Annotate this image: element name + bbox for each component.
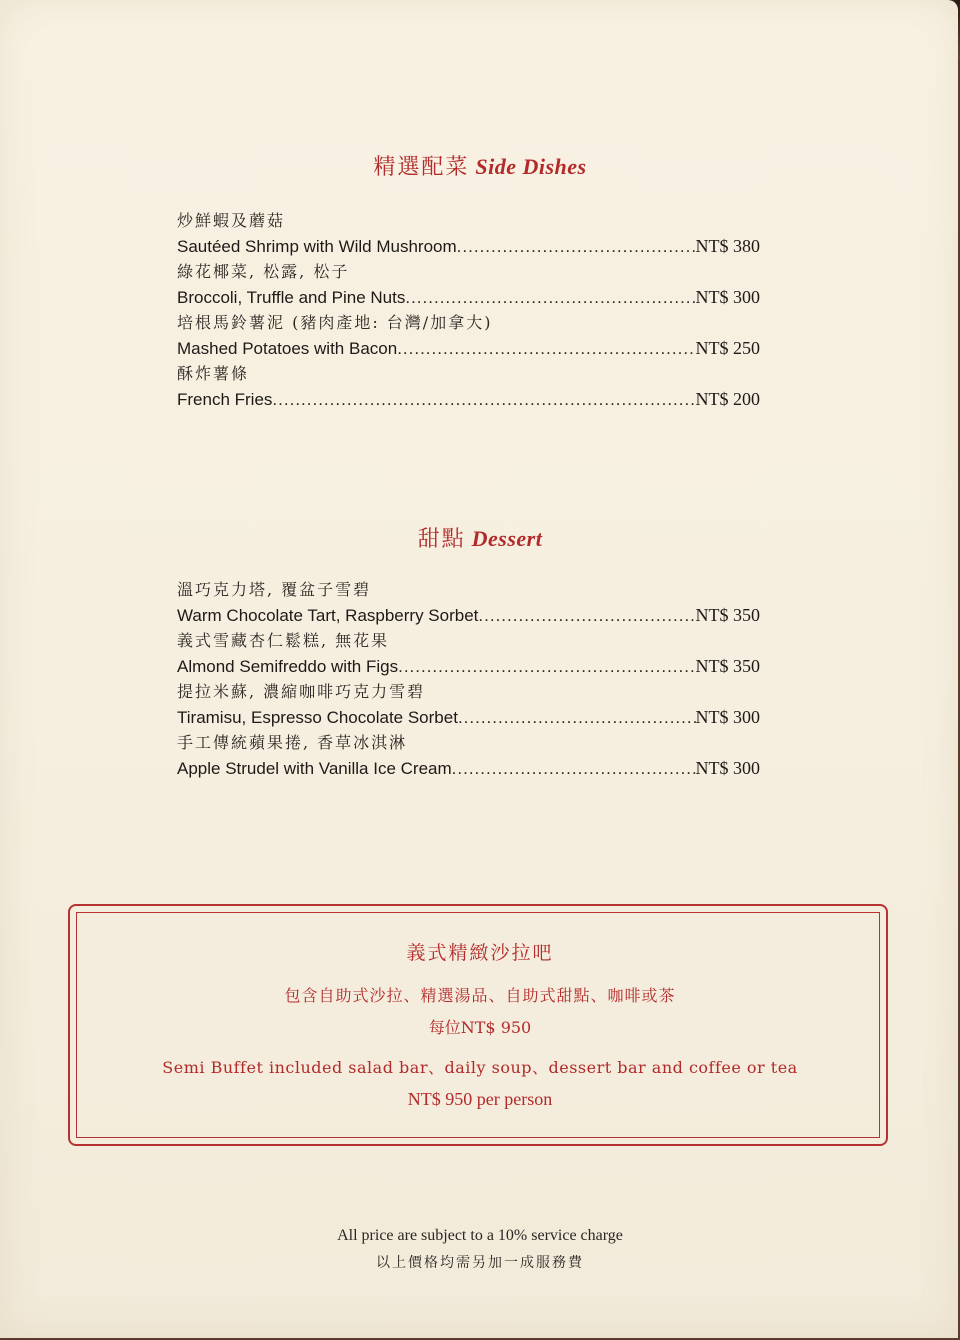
- side-dishes-title-en: Side Dishes: [475, 154, 587, 179]
- dessert-title-zh: 甜點: [417, 526, 466, 551]
- item-line: [177, 233, 760, 259]
- item-name-en: Tiramisu, Espresso Chocolate Sorbet: [177, 708, 458, 727]
- item-price: NT$ 300: [695, 758, 760, 778]
- buffet-desc-zh: 包含自助式沙拉、精選湯品、自助式甜點、咖啡或茶: [284, 986, 676, 1005]
- item-price: NT$ 380: [695, 236, 760, 256]
- item-line: [177, 284, 760, 310]
- dot-leader: [398, 654, 695, 680]
- item-line: [177, 602, 760, 628]
- item-line: [177, 704, 760, 730]
- buffet-price-zh: 每位NT$ 950: [428, 1018, 532, 1037]
- list-item: [177, 208, 760, 259]
- side-dishes-list: [177, 208, 760, 412]
- side-dishes-title-zh: 精選配菜: [373, 154, 470, 179]
- item-price: NT$ 350: [695, 605, 760, 625]
- item-name-en: French Fries: [177, 390, 273, 409]
- list-item: [177, 361, 760, 412]
- side-dishes-title: [0, 150, 960, 181]
- list-item: [177, 730, 760, 781]
- item-line: [177, 335, 760, 361]
- item-line: [177, 386, 760, 412]
- dessert-title-en: Dessert: [471, 526, 543, 551]
- item-name-en: Warm Chocolate Tart, Raspberry Sorbet: [177, 606, 479, 625]
- list-item: [177, 628, 760, 679]
- item-price: NT$ 350: [695, 656, 760, 676]
- item-name-zh: 炒鮮蝦及蘑菇: [177, 211, 286, 230]
- service-charge-en: All price are subject to a 10% service charge: [337, 1227, 623, 1244]
- dot-leader: [272, 387, 695, 413]
- item-line: [177, 653, 760, 679]
- buffet-desc-en: Semi Buffet included salad bar、daily soup、dessert bar and coffee or tea: [162, 1058, 798, 1077]
- dot-leader: [457, 234, 696, 260]
- dessert-list: [177, 577, 760, 781]
- item-price: NT$ 200: [695, 389, 760, 409]
- buffet-price-en: NT$ 950 per person: [407, 1089, 553, 1109]
- item-price: NT$ 250: [695, 338, 760, 358]
- item-name-en: Sautéed Shrimp with Wild Mushroom: [177, 237, 457, 256]
- item-name-en: Broccoli, Truffle and Pine Nuts: [177, 288, 406, 307]
- item-name-en: Mashed Potatoes with Bacon: [177, 339, 398, 358]
- service-charge-zh: 以上價格均需另加一成服務費: [376, 1255, 584, 1271]
- dot-leader: [405, 285, 695, 311]
- item-name-zh: 義式雪藏杏仁鬆糕, 無花果: [177, 631, 390, 650]
- dessert-title: [0, 522, 960, 553]
- buffet-title: 義式精緻沙拉吧: [406, 942, 554, 964]
- list-item: [177, 577, 760, 628]
- item-name-en: Apple Strudel with Vanilla Ice Cream: [177, 759, 452, 778]
- item-name-zh: 提拉米蘇, 濃縮咖啡巧克力雪碧: [177, 682, 426, 701]
- list-item: [177, 259, 760, 310]
- dot-leader: [397, 336, 695, 362]
- dot-leader: [452, 756, 696, 782]
- item-name-zh: 酥炸薯條: [177, 364, 250, 383]
- item-price: NT$ 300: [695, 287, 760, 307]
- item-name-zh: 手工傳統蘋果捲, 香草冰淇淋: [177, 733, 408, 752]
- list-item: [177, 310, 760, 361]
- dot-leader: [478, 603, 695, 629]
- item-name-zh: 綠花椰菜, 松露, 松子: [177, 262, 350, 281]
- item-price: NT$ 300: [695, 707, 760, 727]
- dot-leader: [458, 705, 696, 731]
- item-name-zh: 培根馬鈴薯泥 (豬肉產地: 台灣/加拿大): [177, 313, 493, 332]
- item-name-zh: 溫巧克力塔, 覆盆子雪碧: [177, 580, 372, 599]
- item-name-en: Almond Semifreddo with Figs: [177, 657, 399, 676]
- list-item: [177, 679, 760, 730]
- item-line: [177, 755, 760, 781]
